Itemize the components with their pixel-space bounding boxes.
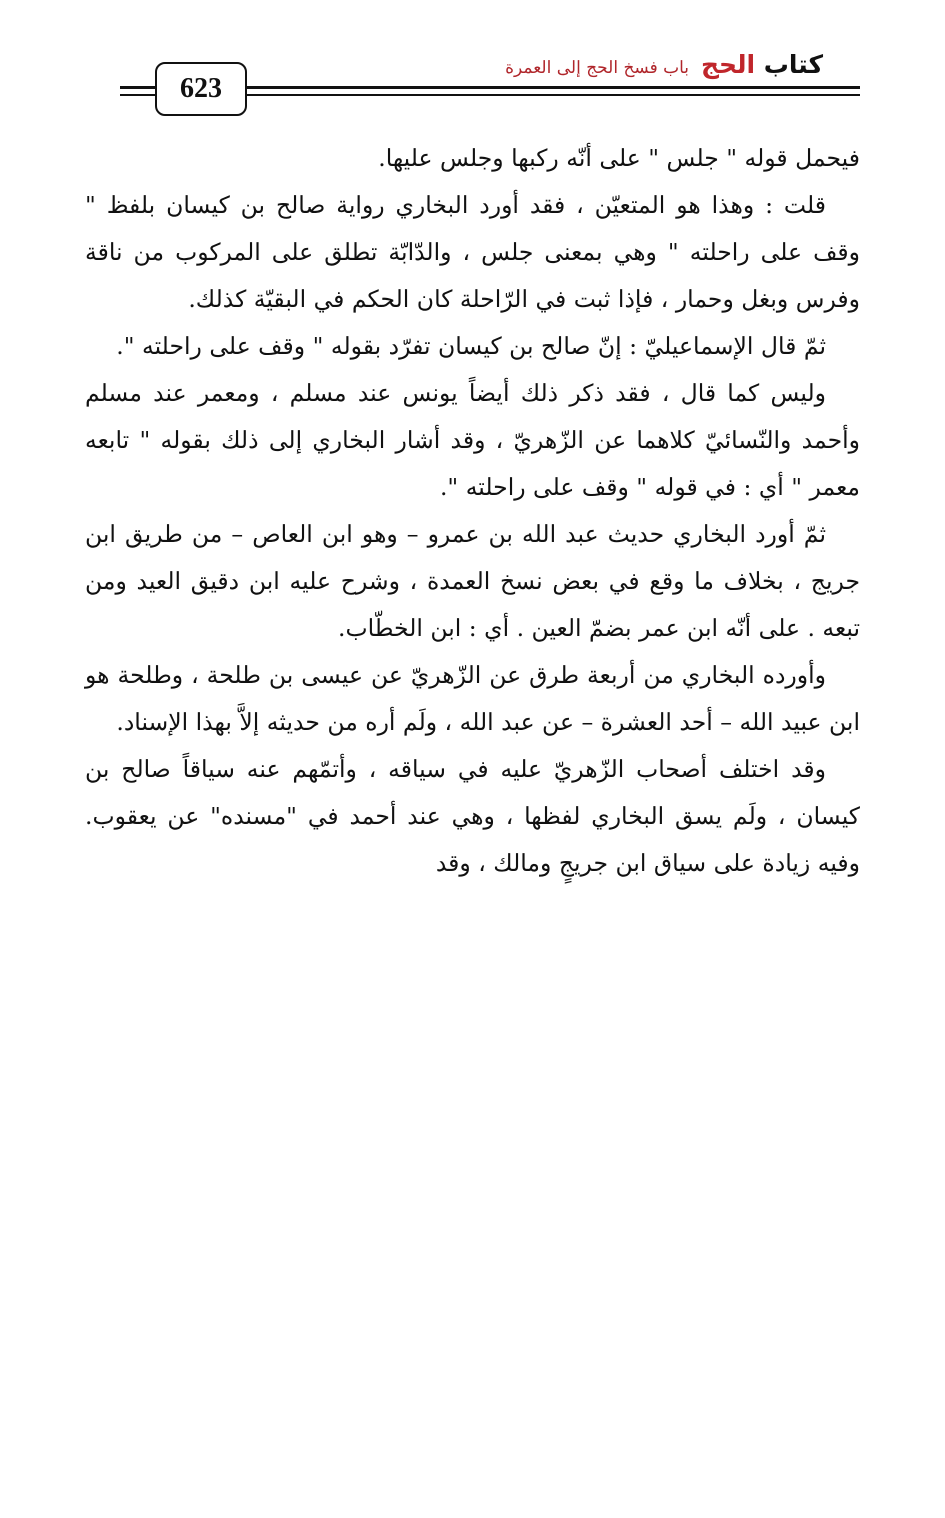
paragraph: وقد اختلف أصحاب الزّهريّ عليه في سياقه ، وأتمّهم عنه سياقاً صالح بن كيسان ، ولَم يسق البخاري لفظها ، وهي عند أحمد في "مسنده" عن يعقوب. وفيه زيادة على سياق ابن جريجٍ ومالك ، وقد xyxy=(85,755,860,877)
paragraph: وليس كما قال ، فقد ذكر ذلك أيضاً يونس عند مسلم ، ومعمر عند مسلم وأحمد والنّسائيّ كلاهما عن الزّهريّ ، وقد أشار البخاري إلى ذلك بقوله " تابعه معمر " أي : في قوله " وقف على راحلته ". xyxy=(85,379,860,501)
paragraph: ثمّ أورد البخاري حديث عبد الله بن عمرو – وهو ابن العاص – من طريق ابن جريج ، بخلاف ما وقع في بعض نسخ العمدة ، وشرح عليه ابن دقيق العيد ومن تبعه . على أنّه ابن عمر بضمّ العين . أي : ابن الخطّاب. xyxy=(85,520,860,642)
chapter-title: باب فسخ الحج إلى العمرة xyxy=(505,58,690,78)
paragraph: قلت : وهذا هو المتعيّن ، فقد أورد البخاري رواية صالح بن كيسان بلفظ " وقف على راحلته " وهي بمعنى جلس ، والدّابّة تطلق على المركوب من ناقة وفرس وبغل وحمار ، فإذا ثبت في الرّاحلة كان الحكم في البقيّة كذلك. xyxy=(85,191,860,313)
page-body xyxy=(85,135,860,887)
paragraph: ثمّ قال الإسماعيليّ : إنّ صالح بن كيسان تفرّد بقوله " وقف على راحلته ". xyxy=(116,332,826,360)
page-number: 623 xyxy=(155,62,247,116)
running-head xyxy=(505,50,823,84)
paragraph: وأورده البخاري من أربعة طرق عن الزّهريّ عن عيسى بن طلحة ، وطلحة هو ابن عبيد الله – أحد العشرة – عن عبد الله ، ولَم أره من حديثه إلاَّ بهذا الإسناد. xyxy=(85,661,860,736)
paragraph: فيحمل قوله " جلس " على أنّه ركبها وجلس عليها. xyxy=(378,144,860,172)
page-header xyxy=(0,0,945,130)
book-title-prefix: كتاب xyxy=(755,50,823,79)
book-title-accent: الحج xyxy=(701,50,756,79)
book-title xyxy=(701,50,823,79)
